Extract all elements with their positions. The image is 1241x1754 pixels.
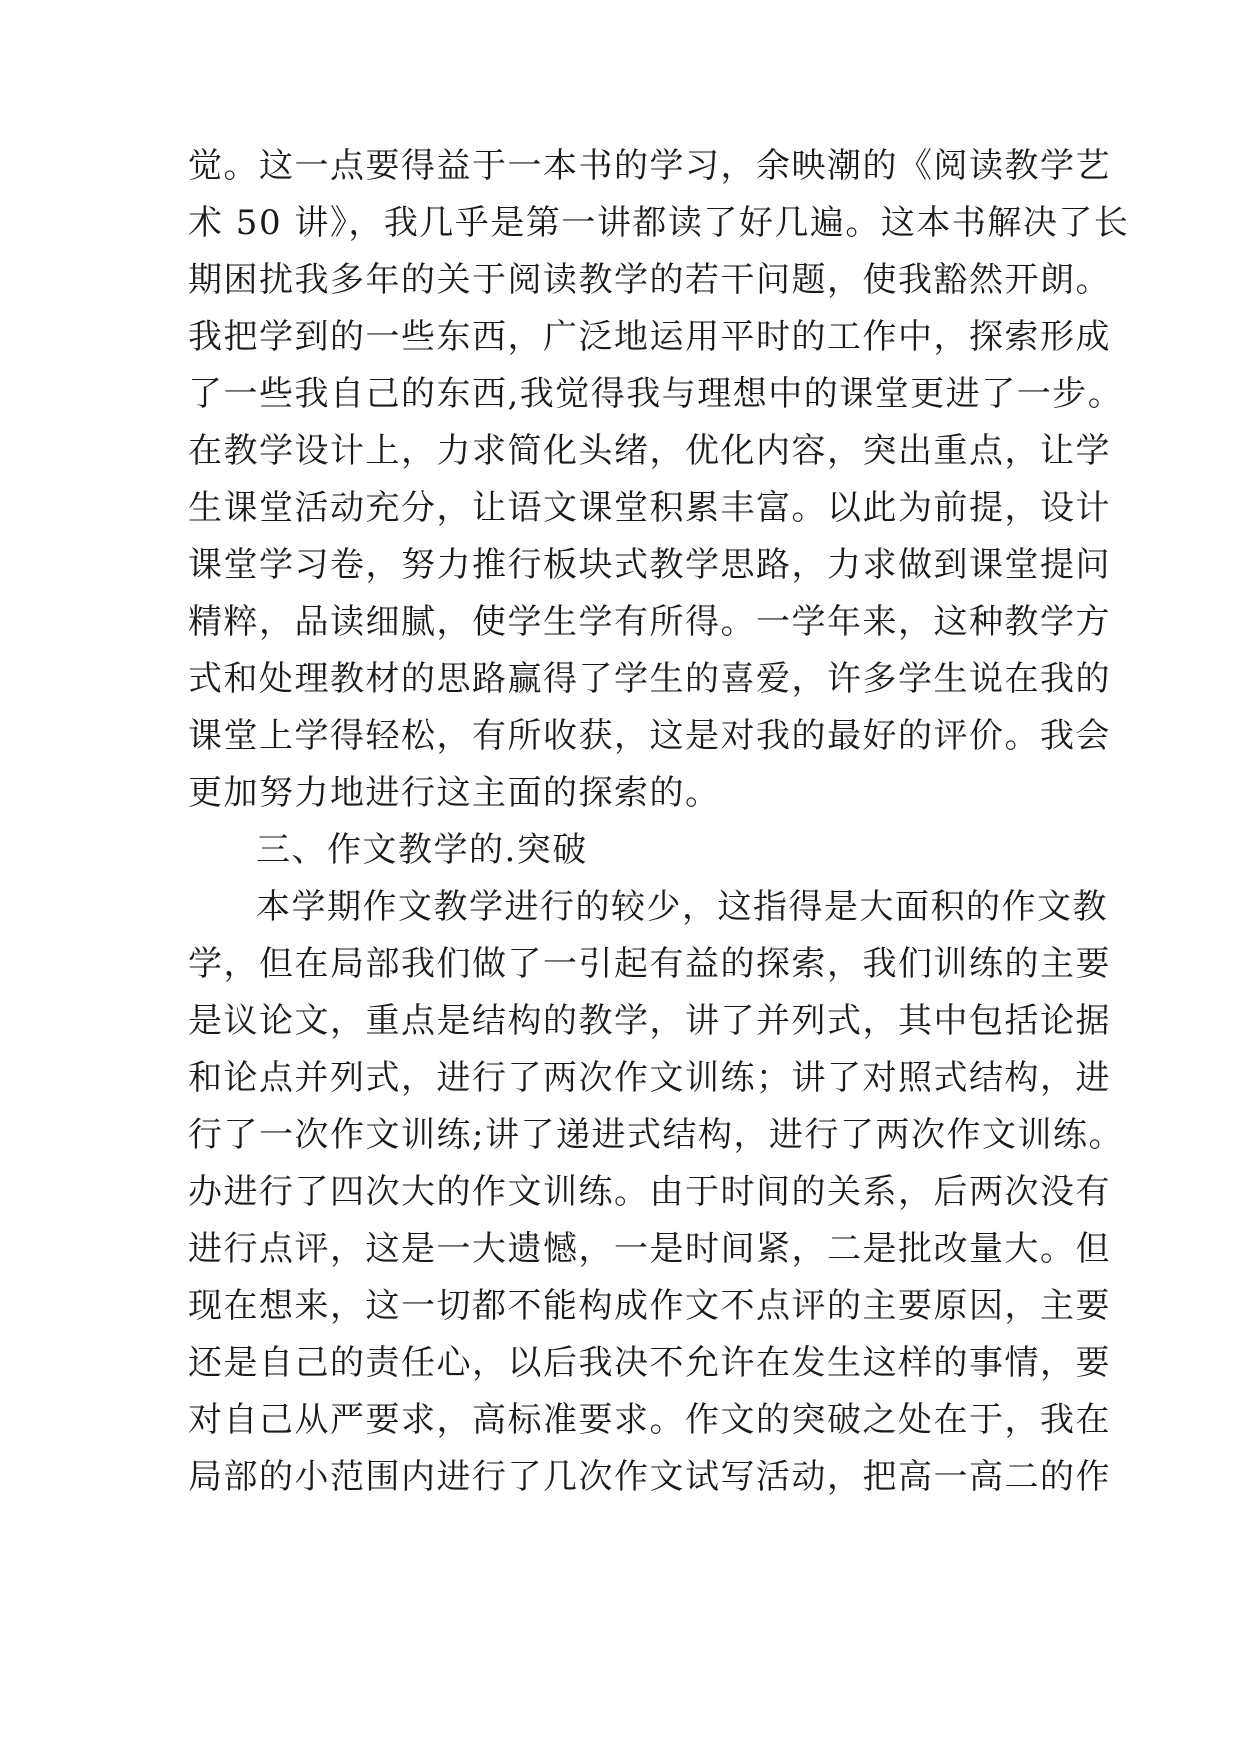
body-line: 更加努力地进行这主面的探索的。 (188, 773, 721, 813)
body-line: 课堂上学得轻松，有所收获，这是对我的最好的评价。我会 (188, 716, 1111, 756)
body-line: 还是自己的责任心，以后我决不允许在发生这样的事情，要 (188, 1343, 1111, 1383)
body-line: 进行点评，这是一大遗憾，一是时间紧，二是批改量大。但 (188, 1229, 1111, 1269)
body-line: 我把学到的一些东西，广泛地运用平时的工作中，探索形成 (188, 317, 1111, 357)
body-line: 现在想来，这一切都不能构成作文不点评的主要原因，主要 (188, 1286, 1111, 1326)
body-line: 和论点并列式，进行了两次作文训练；讲了对照式结构，进 (188, 1058, 1111, 1098)
section-heading: 三、作文教学的.突破 (256, 830, 588, 870)
body-line: 办进行了四次大的作文训练。由于时间的关系，后两次没有 (188, 1172, 1111, 1212)
body-line: 精粹，品读细腻，使学生学有所得。一学年来，这种教学方 (188, 602, 1111, 642)
body-line: 在教学设计上，力求简化头绪，优化内容，突出重点，让学 (188, 431, 1111, 471)
body-line: 了一些我自己的东西,我觉得我与理想中的课堂更进了一步。 (188, 374, 1124, 414)
body-line: 术 50 讲》，我几乎是第一讲都读了好几遍。这本书解决了长 (188, 203, 1130, 243)
body-line: 期困扰我多年的关于阅读教学的若干问题，使我豁然开朗。 (188, 260, 1111, 300)
body-line: 生课堂活动充分，让语文课堂积累丰富。以此为前提，设计 (188, 488, 1111, 528)
body-line: 课堂学习卷，努力推行板块式教学思路，力求做到课堂提问 (188, 545, 1111, 585)
body-line: 对自己从严要求，高标准要求。作文的突破之处在于，我在 (188, 1400, 1111, 1440)
body-line: 行了一次作文训练;讲了递进式结构，进行了两次作文训练。 (188, 1115, 1124, 1155)
body-line: 本学期作文教学进行的较少，这指得是大面积的作文教 (256, 887, 1108, 927)
body-line: 学，但在局部我们做了一引起有益的探索，我们训练的主要 (188, 944, 1111, 984)
body-line: 局部的小范围内进行了几次作文试写活动，把高一高二的作 (188, 1457, 1111, 1497)
body-line: 是议论文，重点是结构的教学，讲了并列式，其中包括论据 (188, 1001, 1111, 1041)
body-line: 觉。这一点要得益于一本书的学习，余映潮的《阅读教学艺 (188, 146, 1111, 186)
body-line: 式和处理教材的思路赢得了学生的喜爱，许多学生说在我的 (188, 659, 1111, 699)
